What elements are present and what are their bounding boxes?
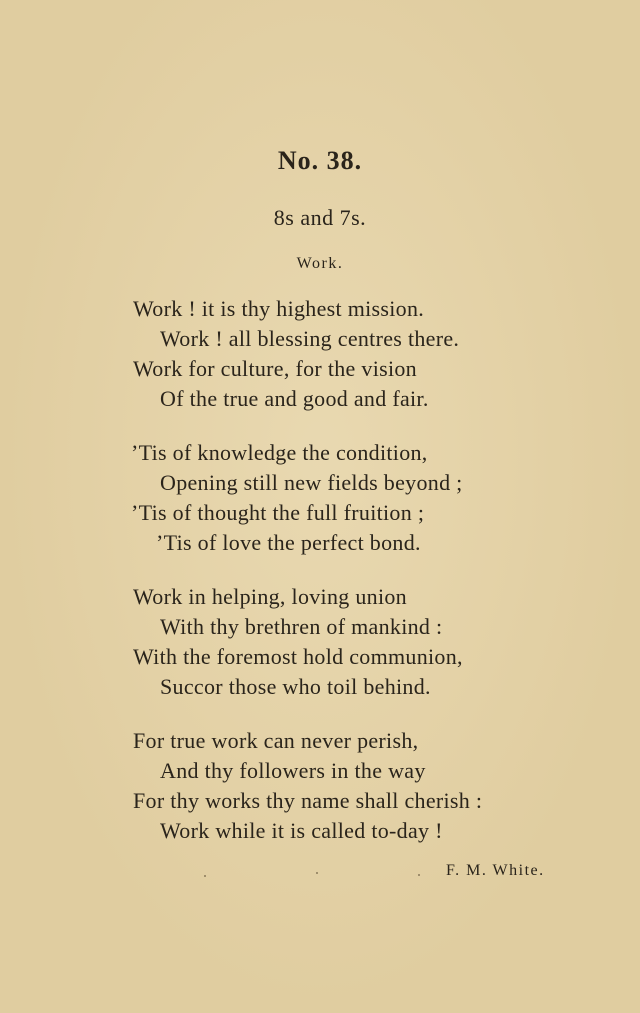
verse-line: For thy works thy name shall cherish : — [133, 788, 483, 813]
verse-line: With the foremost hold communion, — [133, 644, 463, 669]
hymn-title: Work. — [296, 255, 344, 272]
verse-line: Work ! it is thy highest mission. — [133, 296, 425, 321]
hymn-meter: 8s and 7s. — [273, 205, 367, 230]
paper-speck — [204, 875, 206, 877]
verse-line: ’Tis of love the perfect bond. — [156, 530, 421, 555]
hymn-number: No. 38. — [277, 146, 363, 175]
verse-line: ’Tis of thought the full fruition ; — [131, 500, 425, 525]
verse-line: Work while it is called to-day ! — [160, 818, 443, 843]
verse-line: With thy brethren of mankind : — [160, 614, 443, 639]
paper-speck — [316, 872, 318, 874]
verse-line: Of the true and good and fair. — [160, 386, 429, 411]
verse-line: Succor those who toil behind. — [160, 674, 431, 699]
paper-speck — [418, 874, 420, 876]
verse-line: ’Tis of knowledge the condition, — [131, 440, 428, 465]
verse-line: And thy followers in the way — [160, 758, 426, 783]
verse-line: For true work can never perish, — [133, 728, 419, 753]
verse-line: Opening still new fields beyond ; — [160, 470, 463, 495]
verse-line: Work ! all blessing centres there. — [160, 326, 460, 351]
author-attribution: F. M. White. — [446, 862, 545, 879]
verse-line: Work for culture, for the vision — [133, 356, 417, 381]
verse-line: Work in helping, loving union — [133, 584, 407, 609]
